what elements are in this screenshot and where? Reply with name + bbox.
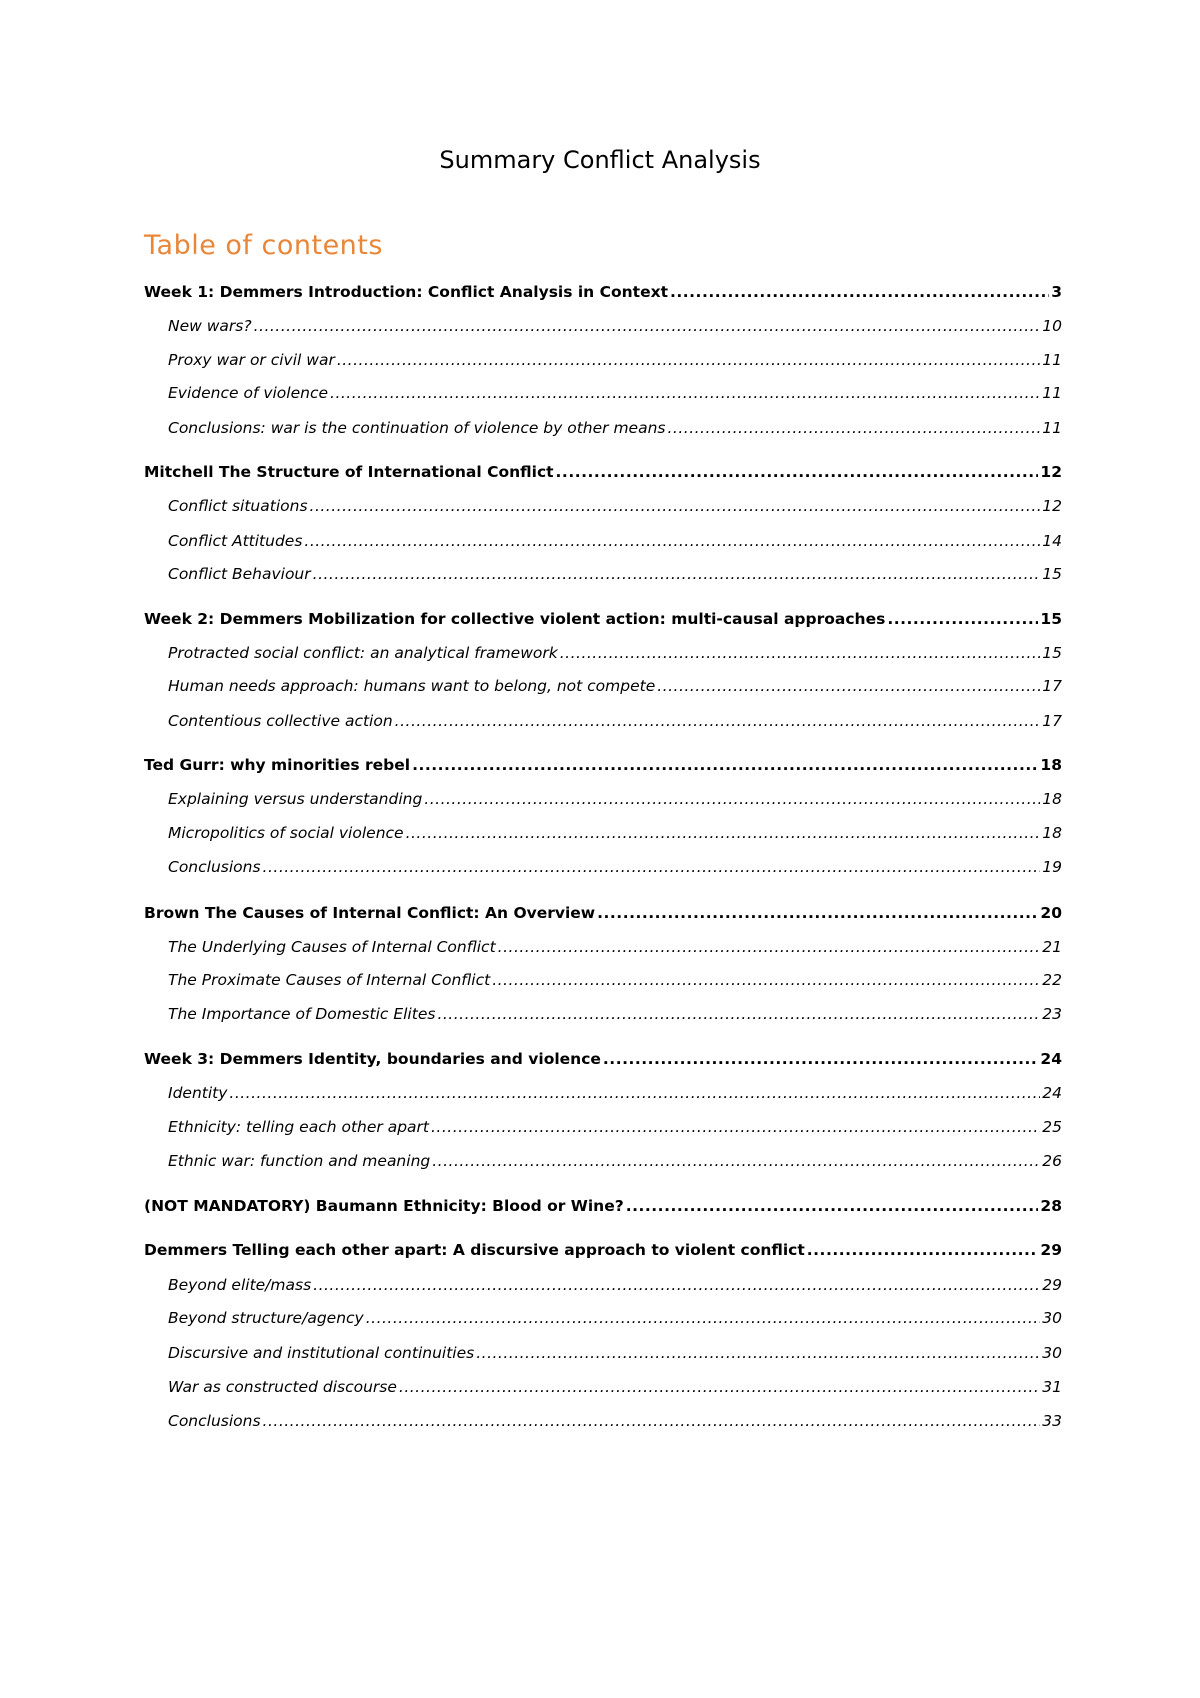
toc-entry-page-number: 11 [1042, 419, 1062, 437]
toc-entry-page-number: 14 [1042, 532, 1062, 550]
toc-entry-page-number: 15 [1042, 565, 1062, 583]
toc-entry-title: Explaining versus understanding [168, 790, 423, 808]
toc-leader-dots [437, 1004, 1040, 1024]
toc-entry-section[interactable] [144, 1240, 1062, 1260]
toc-leader-dots [492, 970, 1040, 990]
toc-leader-dots [304, 531, 1040, 551]
toc-entry-subsection[interactable] [144, 643, 1062, 663]
toc-entry-section[interactable] [144, 609, 1062, 629]
toc-entry-subsection[interactable] [144, 418, 1062, 438]
toc-entry-page-number: 29 [1040, 1241, 1062, 1259]
toc-entry-subsection[interactable] [144, 789, 1062, 809]
toc-entry-subsection[interactable] [144, 1004, 1062, 1024]
document-title: Summary Conflict Analysis [439, 146, 761, 174]
toc-entry-title: Ethnic war: function and meaning [168, 1152, 431, 1170]
toc-entry-title: Week 3: Demmers Identity, boundaries and violence [144, 1050, 601, 1068]
toc-leader-dots [406, 823, 1041, 843]
toc-entry-page-number: 26 [1042, 1152, 1062, 1170]
toc-entry-page-number: 18 [1042, 790, 1062, 808]
toc-entry-title: War as constructed discourse [168, 1378, 397, 1396]
toc-leader-dots [310, 496, 1041, 516]
toc-heading: Table of contents [144, 230, 383, 261]
toc-entry-page-number: 31 [1042, 1378, 1062, 1396]
toc-entry-subsection[interactable] [144, 1343, 1062, 1363]
toc-entry-subsection[interactable] [144, 1308, 1062, 1328]
toc-entry-page-number: 12 [1042, 497, 1062, 515]
toc-entry-title: Week 2: Demmers Mobilization for collective violent action: multi-causal approaches [144, 610, 886, 628]
toc-entry-page-number: 30 [1042, 1309, 1062, 1327]
toc-leader-dots [556, 462, 1039, 482]
toc-leader-dots [424, 789, 1040, 809]
toc-entry-title: New wars? [168, 317, 252, 335]
toc-entry-title: Conclusions [168, 1412, 261, 1430]
toc-entry-title: Conflict situations [168, 497, 308, 515]
toc-leader-dots [431, 1117, 1040, 1137]
toc-entry-section[interactable] [144, 282, 1062, 302]
toc-leader-dots [399, 1377, 1040, 1397]
toc-leader-dots [263, 857, 1041, 877]
toc-entry-title: Beyond elite/mass [168, 1276, 312, 1294]
toc-entry-section[interactable] [144, 1196, 1062, 1216]
toc-entry-title: Conclusions: war is the continuation of violence by other means [168, 419, 666, 437]
toc-entry-subsection[interactable] [144, 531, 1062, 551]
toc-entry-title: Mitchell The Structure of International Conflict [144, 463, 554, 481]
toc-entry-page-number: 11 [1042, 351, 1062, 369]
toc-entry-page-number: 28 [1040, 1197, 1062, 1215]
toc-entry-page-number: 18 [1040, 756, 1062, 774]
toc-entry-subsection[interactable] [144, 1377, 1062, 1397]
toc-entry-subsection[interactable] [144, 1151, 1062, 1171]
toc-entry-title: Ted Gurr: why minorities rebel [144, 756, 411, 774]
toc-entry-page-number: 19 [1042, 858, 1062, 876]
toc-entry-title: Conflict Behaviour [168, 565, 311, 583]
toc-leader-dots [263, 1411, 1041, 1431]
toc-entry-title: Evidence of violence [168, 384, 329, 402]
toc-entry-subsection[interactable] [144, 1411, 1062, 1431]
toc-leader-dots [597, 903, 1038, 923]
toc-leader-dots [657, 676, 1040, 696]
toc-entry-title: Contentious collective action [168, 712, 393, 730]
toc-entry-subsection[interactable] [144, 496, 1062, 516]
toc-entry-page-number: 25 [1042, 1118, 1062, 1136]
toc-entry-subsection[interactable] [144, 823, 1062, 843]
toc-entry-page-number: 33 [1042, 1412, 1062, 1430]
toc-leader-dots [412, 755, 1038, 775]
toc-entry-subsection[interactable] [144, 350, 1062, 370]
toc-entry-title: Beyond structure/agency [168, 1309, 364, 1327]
toc-entry-section[interactable] [144, 903, 1062, 923]
toc-entry-title: Brown The Causes of Internal Conflict: An Overview [144, 904, 596, 922]
toc-entry-title: Week 1: Demmers Introduction: Conflict Analysis in Context [144, 283, 668, 301]
toc-leader-dots [432, 1151, 1040, 1171]
toc-entry-title: Ethnicity: telling each other apart [168, 1118, 429, 1136]
toc-entry-title: Conclusions [168, 858, 261, 876]
toc-entry-page-number: 10 [1042, 317, 1062, 335]
toc-entry-title: Discursive and institutional continuities [168, 1344, 475, 1362]
toc-entry-page-number: 17 [1042, 712, 1062, 730]
toc-entry-subsection[interactable] [144, 711, 1062, 731]
toc-entry-section[interactable] [144, 462, 1062, 482]
toc-entry-subsection[interactable] [144, 676, 1062, 696]
toc-entry-page-number: 15 [1042, 644, 1062, 662]
toc-leader-dots [313, 564, 1041, 584]
toc-leader-dots [560, 643, 1041, 663]
toc-leader-dots [498, 937, 1041, 957]
toc-entry-title: (NOT MANDATORY) Baumann Ethnicity: Blood or Wine? [144, 1197, 624, 1215]
toc-entry-page-number: 18 [1042, 824, 1062, 842]
toc-leader-dots [807, 1240, 1039, 1260]
toc-entry-page-number: 29 [1042, 1276, 1062, 1294]
toc-leader-dots [668, 418, 1041, 438]
toc-entry-section[interactable] [144, 755, 1062, 775]
toc-leader-dots [313, 1275, 1040, 1295]
toc-leader-dots [476, 1343, 1040, 1363]
toc-entry-page-number: 15 [1040, 610, 1062, 628]
toc-entry-subsection[interactable] [144, 1117, 1062, 1137]
toc-entry-page-number: 17 [1042, 677, 1062, 695]
toc-entry-title: Micropolitics of social violence [168, 824, 404, 842]
toc-entry-subsection[interactable] [144, 937, 1062, 957]
toc-entry-page-number: 24 [1040, 1050, 1062, 1068]
toc-leader-dots [254, 316, 1041, 336]
toc-entry-subsection[interactable] [144, 1083, 1062, 1103]
toc-entry-subsection[interactable] [144, 1275, 1062, 1295]
toc-leader-dots [603, 1049, 1039, 1069]
toc-entry-page-number: 23 [1042, 1005, 1062, 1023]
toc-leader-dots [395, 711, 1041, 731]
toc-entry-subsection[interactable] [144, 316, 1062, 336]
toc-entry-title: Protracted social conflict: an analytical framework [168, 644, 558, 662]
toc-leader-dots [670, 282, 1049, 302]
toc-entry-title: Identity [168, 1084, 228, 1102]
toc-entry-title: Proxy war or civil war [168, 351, 335, 369]
toc-entry-page-number: 22 [1042, 971, 1062, 989]
toc-entry-title: The Underlying Causes of Internal Conflict [168, 938, 496, 956]
toc-leader-dots [887, 609, 1038, 629]
toc-leader-dots [330, 383, 1040, 403]
toc-entry-section[interactable] [144, 1049, 1062, 1069]
toc-leader-dots [229, 1083, 1040, 1103]
toc-entry-page-number: 11 [1042, 384, 1062, 402]
toc-leader-dots [337, 350, 1040, 370]
toc-entry-page-number: 30 [1042, 1344, 1062, 1362]
toc-entry-title: Human needs approach: humans want to belong, not compete [168, 677, 656, 695]
toc-entry-page-number: 24 [1042, 1084, 1062, 1102]
toc-entry-title: Demmers Telling each other apart: A discursive approach to violent conflict [144, 1241, 805, 1259]
toc-entry-title: The Importance of Domestic Elites [168, 1005, 436, 1023]
toc-entry-title: Conflict Attitudes [168, 532, 303, 550]
toc-entry-subsection[interactable] [144, 970, 1062, 990]
toc-entry-subsection[interactable] [144, 383, 1062, 403]
toc-leader-dots [626, 1196, 1039, 1216]
toc-entry-title: The Proximate Causes of Internal Conflict [168, 971, 491, 989]
toc-entry-page-number: 3 [1051, 283, 1062, 301]
toc-entry-subsection[interactable] [144, 857, 1062, 877]
toc-entry-page-number: 21 [1042, 938, 1062, 956]
toc-entry-subsection[interactable] [144, 564, 1062, 584]
toc-leader-dots [366, 1308, 1041, 1328]
toc-entry-page-number: 20 [1040, 904, 1062, 922]
toc-entry-page-number: 12 [1040, 463, 1062, 481]
